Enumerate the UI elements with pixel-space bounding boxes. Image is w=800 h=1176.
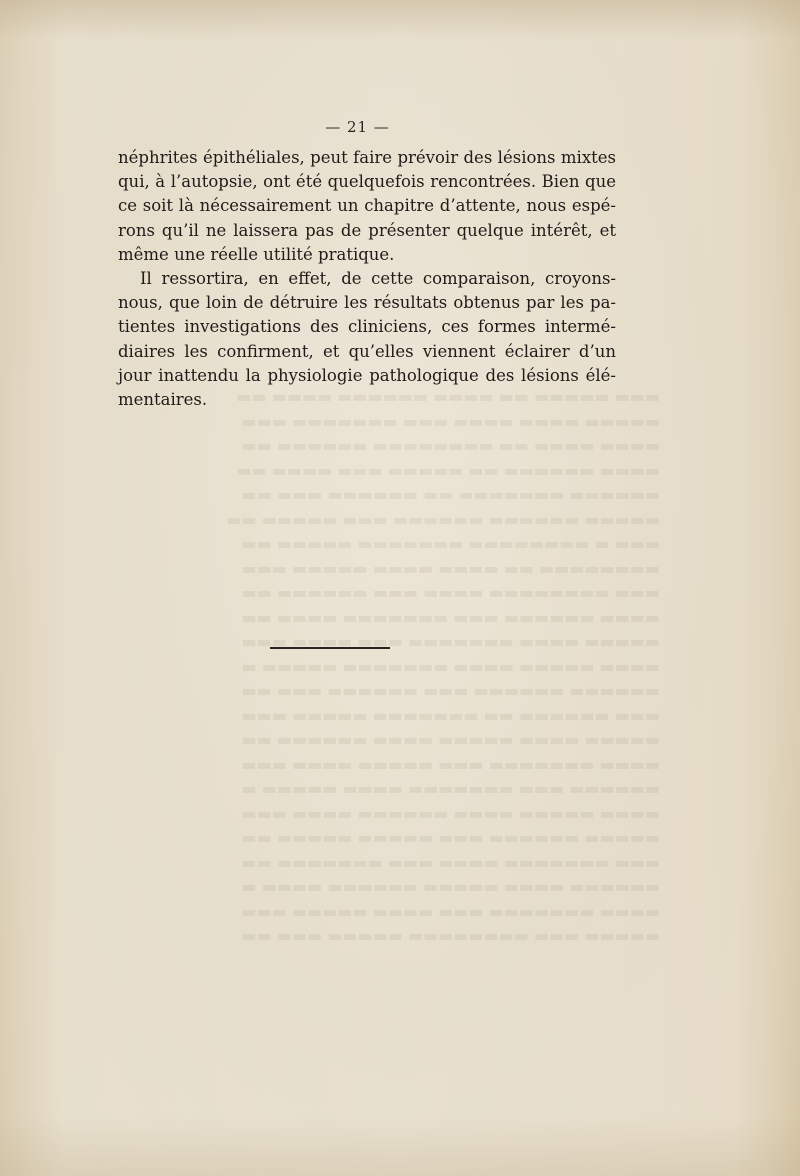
text-line: jour inattendu la physiologie pathologique des lésions élé- [118, 365, 616, 385]
page-edge-shading-top [0, 0, 800, 40]
text-line: même une réelle utilité pratique. [118, 244, 395, 264]
text-line: néphrites épithéliales, peut faire prévoir des lésions mixtes [118, 148, 616, 167]
section-end-rule [270, 647, 390, 649]
show-through-texture: ▬▬▬ ▬▬▬▬▬ ▬▬ ▬▬▬▬ ▬▬▬▬▬▬ ▬▬▬▬ ▬▬ ▬▬▬▬▬ ▬▬▬▬ ▬▬▬▬ ▬▬▬ ▬▬▬▬▬▬▬ ▬▬▬ ▬▬▬▬ ▬▬▬▬ ▬▬ ▬▬▬▬▬▬▬▬ ▬▬▬▬▬▬ ▬▬ ▬▬▬▬ ▬▬▬▬▬▬ ▬▬ ▬▬▬▬▬ ▬▬▬ ▬▬▬▬ ▬▬ ▬▬▬▬▬▬ ▬▬▬▬▬▬▬ ▬▬ ▬▬▬▬▬▬ ▬▬▬ ▬▬ ▬▬▬▬▬ ▬▬▬▬▬▬ ▬▬▬▬▬▬ ▬▬▬ ▬▬▬▬▬ ▬▬ ▬▬▬ ▬ ▬▬▬▬▬▬▬▬ ▬▬▬▬▬▬▬ ▬▬▬▬▬ ▬▬ ▬▬▬▬▬▬▬▬ ▬▬ ▬▬▬▬ ▬▬▬▬ ▬▬▬▬▬ ▬▬▬ ▬▬▬ ▬▬▬▬▬▬▬▬ ▬▬▬▬ ▬▬▬ ▬▬▬▬▬▬ ▬▬ ▬▬▬▬ ▬▬▬▬▬▬ ▬▬▬ ▬▬▬▬▬▬▬ ▬▬▬▬ ▬▬ ▬▬▬▬▬ ▬▬▬▬ ▬▬▬▬▬▬▬ ▬▬▬ ▬▬▬▬ ▬▬▬ ▬▬▬▬ ▬▬▬▬▬ ▬▬▬▬ ▬▬▬▬▬▬▬ ▬▬▬▬▬ ▬ ▬▬▬▬▬▬ ▬▬▬▬▬▬ ▬▬▬ ▬▬▬▬▬▬ ▬▬▬ ▬▬ ▬▬▬ ▬▬▬▬▬▬ ▬▬ ▬▬▬▬▬▬▬ ▬▬▬▬▬ ▬▬▬ ▬▬▬▬▬ ▬▬▬▬ ▬▬▬▬▬ ▬▬▬▬ ▬▬▬▬▬▬ ▬▬ ▬▬▬▬ ▬▬▬▬▬▬▬ ▬▬▬ ▬▬▬▬▬ ▬▬▬▬ ▬▬▬ ▬▬▬▬▬▬ ▬▬▬ ▬▬▬▬▬▬▬ ▬▬▬▬ ▬▬▬▬▬ ▬ ▬▬▬▬ ▬▬▬▬▬ ▬▬▬▬ ▬▬▬▬▬▬ ▬▬▬▬ ▬▬▬ ▬▬▬▬▬ ▬▬▬▬▬▬ ▬▬▬ ▬▬▬▬▬ ▬▬▬▬▬ ▬▬ ▬▬▬ ▬▬▬▬▬▬▬ ▬▬▬▬ ▬▬▬ ▬▬▬▬▬▬▬ ▬▬ ▬▬▬▬▬▬ ▬▬▬▬ ▬▬▬▬▬ ▬▬▬▬▬▬ ▬▬▬▬ ▬ ▬▬▬▬ ▬▬▬▬▬▬▬ ▬▬▬ ▬▬▬▬ ▬▬▬▬▬ ▬▬▬ ▬▬▬▬▬ ▬▬▬ ▬▬▬▬▬▬▬▬ ▬▬▬▬▬ ▬▬▬ ▬▬ [226, 387, 660, 945]
text-line: rons qu’il ne laissera pas de présenter quelque intérêt, et [118, 220, 616, 240]
page-edge-shading-bottom [0, 1116, 800, 1176]
text-line: nous, que loin de détruire les résultats obtenus par les pa- [118, 293, 616, 313]
body-text [118, 146, 616, 412]
text-line: Il ressortira, en effet, de cette comparaison, croyons- [140, 268, 616, 288]
page-number: — 21 — [325, 118, 390, 136]
text-line: mentaires. [118, 389, 208, 409]
text-line: diaires les confirment, et qu’elles viennent éclairer d’un [118, 341, 616, 361]
text-line: ce soit là nécessairement un chapitre d’attente, nous espé- [118, 196, 616, 216]
text-line: qui, à l’autopsie, ont été quelquefois rencontrées. Bien que [118, 172, 616, 192]
text-line: tientes investigations des cliniciens, ces formes intermé- [118, 317, 616, 337]
